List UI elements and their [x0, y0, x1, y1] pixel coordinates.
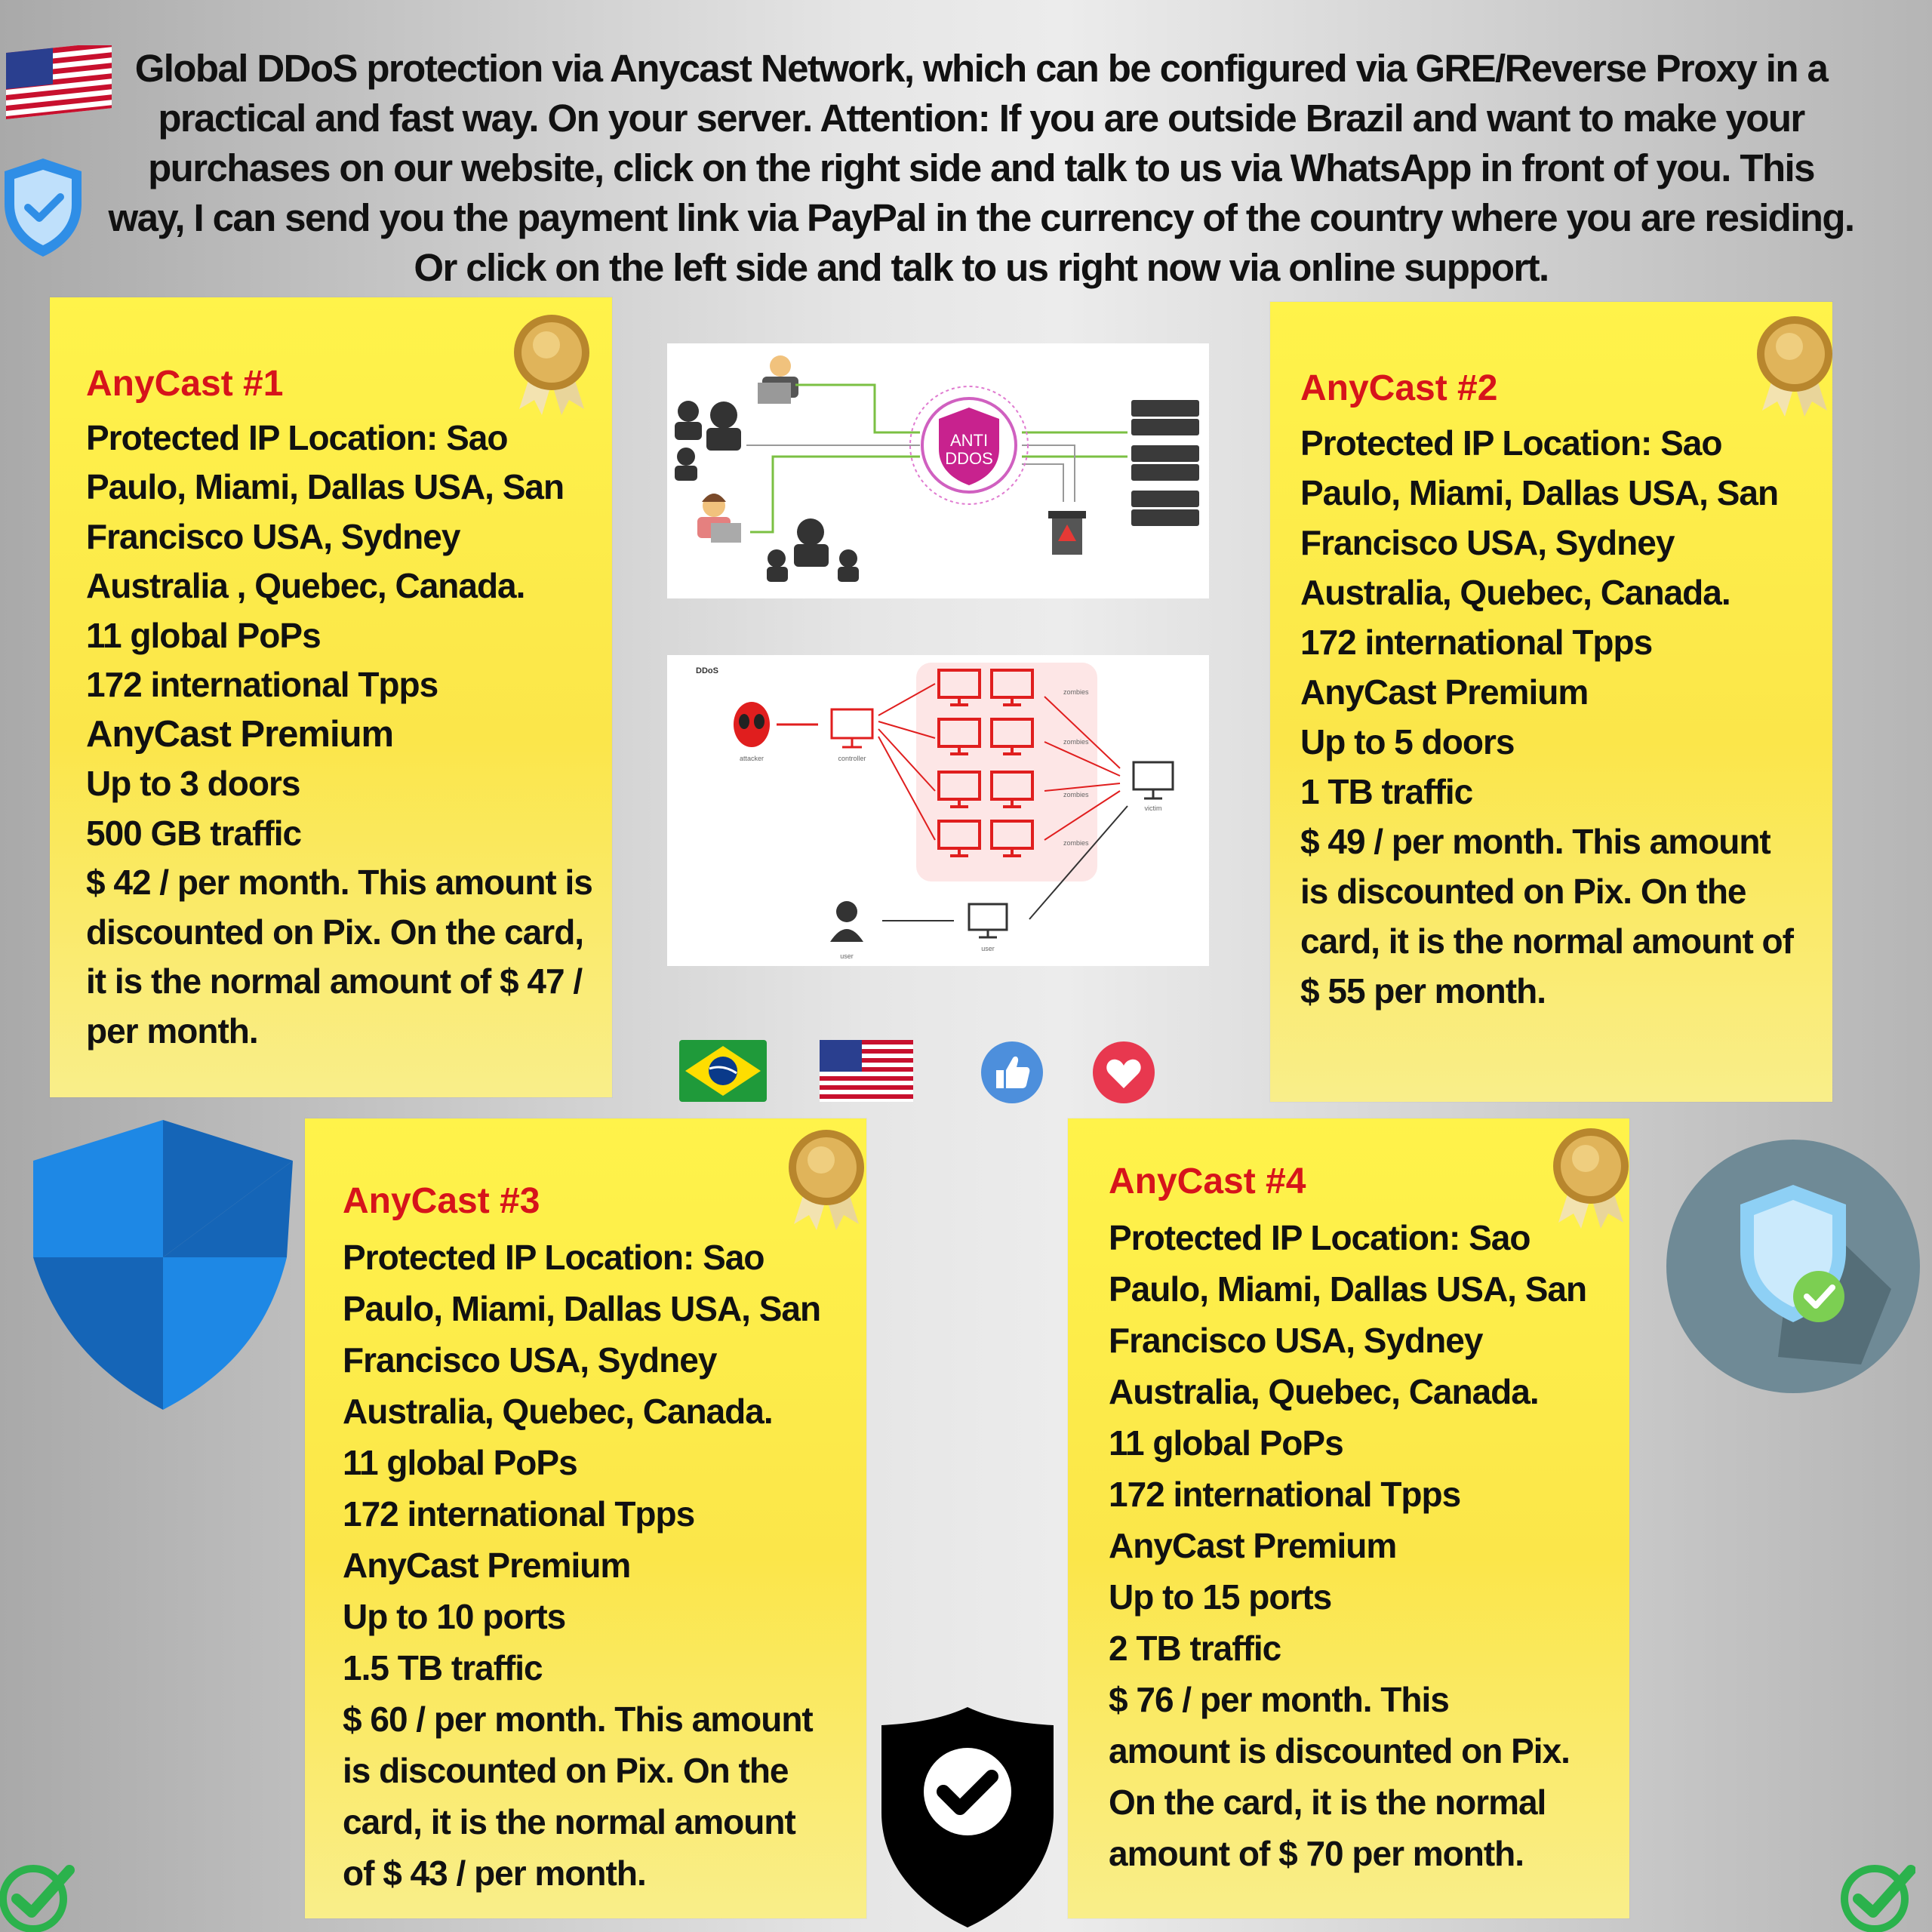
label-victim: victim [1144, 804, 1162, 812]
plan-line: $ 55 per month. [1300, 971, 1546, 1011]
plan-line: Francisco USA, Sydney [343, 1340, 717, 1380]
diagram-heading: DDoS [696, 666, 718, 675]
plan-card-anycast-4[interactable] [1068, 1118, 1629, 1918]
badge-line2: DDOS [945, 449, 993, 468]
plan-line: Up to 10 ports [343, 1597, 566, 1636]
plan-line: Protected IP Location: Sao [1300, 423, 1722, 463]
plan-title: AnyCast #4 [1109, 1161, 1306, 1201]
user-icon [830, 901, 863, 942]
shield-badge-icon [1665, 1138, 1921, 1395]
plan-line: Francisco USA, Sydney [1109, 1321, 1483, 1360]
label-user: user [840, 952, 854, 960]
plan-line: Protected IP Location: Sao [86, 417, 508, 457]
badge-line1: ANTI [949, 431, 989, 450]
plan-line: Up to 5 doors [1300, 722, 1515, 761]
label-zombies: zombies [1063, 839, 1089, 847]
plan-line: Australia, Quebec, Canada. [1109, 1372, 1539, 1411]
plan-line: Paulo, Miami, Dallas USA, San [343, 1289, 821, 1328]
plan-line: is discounted on Pix. On the [1300, 872, 1746, 911]
plan-line: 11 global PoPs [86, 615, 321, 655]
plan-title: AnyCast #2 [1300, 368, 1498, 408]
plan-line: AnyCast Premium [86, 713, 394, 755]
label-zombies: zombies [1063, 688, 1089, 696]
check-circle-icon [1832, 1857, 1915, 1932]
plan-line: 1 TB traffic [1300, 772, 1473, 811]
plan-line: 172 international Tpps [1109, 1475, 1461, 1514]
heart-icon[interactable] [1091, 1040, 1156, 1105]
plan-line: of $ 43 / per month. [343, 1854, 646, 1893]
plan-line: 11 global PoPs [1109, 1423, 1343, 1463]
plan-line: card, it is the normal amount of [1300, 921, 1793, 961]
us-flag-icon[interactable] [820, 1040, 913, 1102]
plan-line: is discounted on Pix. On the [343, 1751, 789, 1790]
brazil-flag-icon[interactable] [679, 1040, 767, 1102]
attacker-icon [734, 702, 770, 747]
plan-card-anycast-3[interactable] [305, 1118, 866, 1918]
plan-price: $ 49 / per month. This amount [1300, 822, 1770, 861]
label-user: user [981, 945, 995, 952]
plan-line: Francisco USA, Sydney [86, 516, 460, 556]
plan-line: Australia, Quebec, Canada. [343, 1392, 773, 1431]
plan-card-anycast-1[interactable] [50, 297, 612, 1097]
victim-icon [1134, 762, 1173, 798]
plan-title: AnyCast #3 [343, 1181, 540, 1221]
check-circle-icon [0, 1857, 75, 1932]
plan-line: discounted on Pix. On the card, [86, 912, 584, 952]
plan-line: AnyCast Premium [1109, 1526, 1397, 1565]
plan-card-anycast-2[interactable] [1270, 302, 1832, 1102]
plan-line: 172 international Tpps [1300, 623, 1653, 662]
ddos-botnet-diagram [667, 655, 1209, 966]
label-zombies: zombies [1063, 791, 1089, 798]
plan-line: it is the normal amount of $ 47 / [86, 961, 583, 1001]
label-attacker: attacker [739, 755, 764, 762]
plan-line: On the card, it is the normal [1109, 1783, 1546, 1822]
anti-ddos-diagram [667, 343, 1209, 598]
attacker-icon [675, 401, 859, 582]
trash-icon [1048, 511, 1086, 555]
label-zombies: zombies [1063, 738, 1089, 746]
shield-check-icon [0, 155, 87, 260]
plan-line: Paulo, Miami, Dallas USA, San [1109, 1269, 1587, 1309]
server-icon [1131, 400, 1199, 526]
user-icon [697, 494, 741, 543]
plan-line: 172 international Tpps [343, 1494, 695, 1534]
plan-line: 2 TB traffic [1109, 1629, 1281, 1668]
plan-price: $ 60 / per month. This amount [343, 1700, 813, 1739]
plan-line: amount is discounted on Pix. [1109, 1731, 1570, 1770]
plan-line: Australia, Quebec, Canada. [1300, 573, 1730, 612]
plan-line: 11 global PoPs [343, 1443, 577, 1482]
plan-line: card, it is the normal amount [343, 1802, 795, 1841]
plan-line: AnyCast Premium [343, 1546, 631, 1585]
shield-icon [33, 1120, 293, 1410]
plan-line: AnyCast Premium [1300, 672, 1589, 712]
plan-title: AnyCast #1 [86, 364, 284, 404]
plan-line: Paulo, Miami, Dallas USA, San [86, 467, 565, 506]
plan-line: Protected IP Location: Sao [343, 1238, 764, 1277]
us-flag-icon [6, 45, 112, 121]
plan-line: Protected IP Location: Sao [1109, 1218, 1531, 1257]
plan-line: 500 GB traffic [86, 813, 302, 853]
plan-line: Francisco USA, Sydney [1300, 523, 1675, 562]
plan-line: Up to 15 ports [1109, 1577, 1332, 1617]
plan-line: Up to 3 doors [86, 764, 300, 803]
shield-check-icon [881, 1707, 1054, 1927]
label-controller: controller [838, 755, 866, 762]
headline: Global DDoS protection via Anycast Network, which can be configured via GRE/Reverse Proxy in a practical and fast way. On your server. Attention: If you are outside Brazil and want to make your purchases on our website, click on the right side and talk to us via WhatsApp in front of you. This way, I can send you the payment link via PayPal in the currency of the country where you are residing. Or click on the left side and talk to us right now via online support. [108, 47, 1854, 289]
plan-line: 172 international Tpps [86, 665, 438, 704]
plan-price: $ 76 / per month. This [1109, 1680, 1449, 1719]
thumbs-up-icon[interactable] [980, 1040, 1044, 1105]
user-icon [758, 355, 798, 404]
plan-line: 1.5 TB traffic [343, 1648, 543, 1687]
plan-line: per month. [86, 1011, 258, 1051]
plan-line: Australia , Quebec, Canada. [86, 566, 525, 605]
plan-line: Paulo, Miami, Dallas USA, San [1300, 473, 1779, 512]
plan-line: amount of $ 70 per month. [1109, 1834, 1524, 1873]
plan-price: $ 42 / per month. This amount is [86, 863, 592, 902]
